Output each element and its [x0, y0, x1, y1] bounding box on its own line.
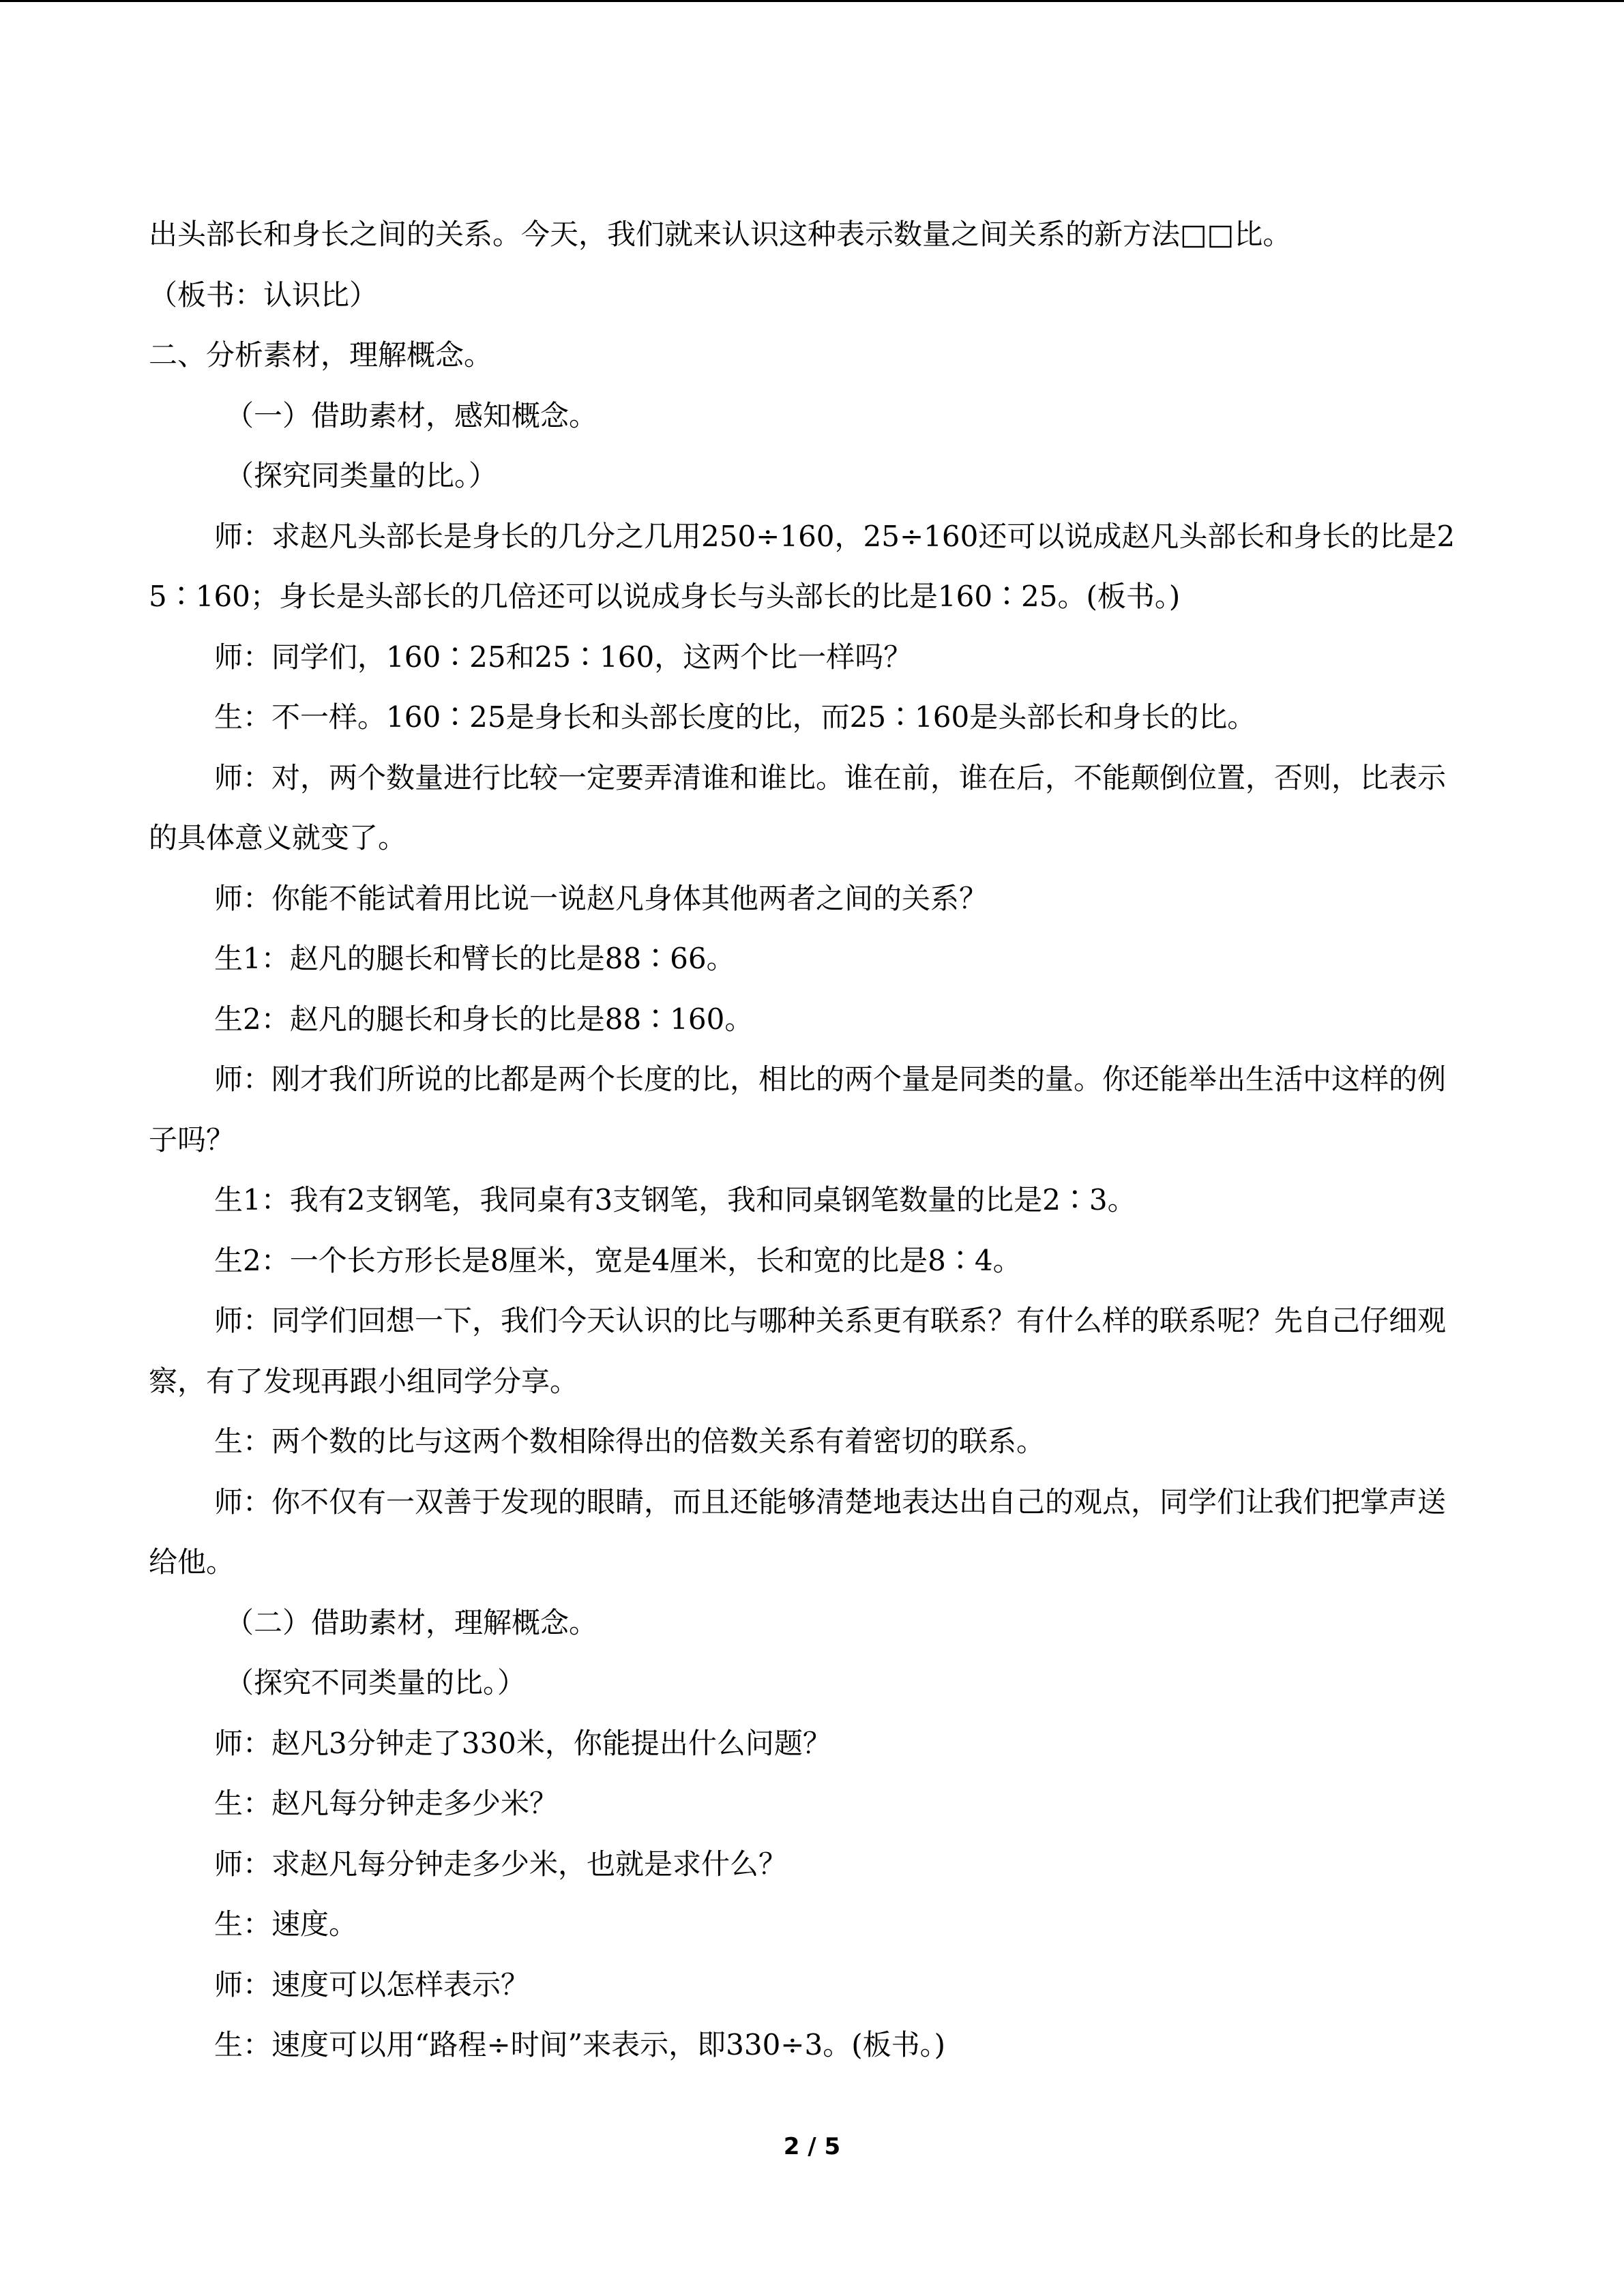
subsection-note-same-kind: （探究同类量的比。）: [225, 459, 498, 492]
dialogue-line: 生：两个数的比与这两个数相除得出的倍数关系有着密切的联系。: [214, 1425, 1046, 1458]
dialogue-line: 师：求赵凡每分钟走多少米，也就是求什么？: [214, 1847, 788, 1881]
dialogue-line: 师：求赵凡头部长是身长的几分之几用250÷160，25÷160还可以说成赵凡头部长和身长的比是25∶160；身长是头部长的几倍还可以说成身长与头部长的比是160∶25。(板书。): [149, 519, 1456, 613]
dialogue-line: 生2：一个长方形长是8厘米，宽是4厘米，长和宽的比是8∶4。: [214, 1243, 1022, 1277]
dialogue-line: 生2：赵凡的腿长和身长的比是88∶160。: [214, 1002, 754, 1036]
dialogue-line: 生1：赵凡的腿长和臂长的比是88∶66。: [214, 942, 735, 975]
dialogue-line: 师：你不仅有一双善于发现的眼睛，而且还能够清楚地表达出自己的观点，同学们让我们把掌声送给他。: [149, 1485, 1447, 1579]
subsection-heading-perceive: （一）借助素材，感知概念。: [225, 398, 598, 432]
dialogue-line: 师：你能不能试着用比说一说赵凡身体其他两者之间的关系？: [214, 881, 988, 915]
dialogue-line: 生1：我有2支钢笔，我同桌有3支钢笔，我和同桌钢笔数量的比是2∶3。: [214, 1183, 1136, 1217]
page-number: 2 / 5: [783, 2133, 841, 2160]
paragraph-board-note: （板书：认识比）: [149, 278, 379, 312]
dialogue-line: 生：速度。: [214, 1907, 358, 1941]
dialogue-line: 师：速度可以怎样表示？: [214, 1967, 530, 2001]
paragraph-continuation: 出头部长和身长之间的关系。今天，我们就来认识这种表示数量之间关系的新方法□□比。: [149, 218, 1292, 251]
dialogue-line: 师：刚才我们所说的比都是两个长度的比，相比的两个量是同类的量。你还能举出生活中这样的例子吗？: [149, 1062, 1447, 1157]
dialogue-line: 师：同学们回想一下，我们今天认识的比与哪种关系更有联系？有什么样的联系呢？先自己仔细观察，有了发现再跟小组同学分享。: [149, 1304, 1447, 1398]
dialogue-line: 师：同学们，160∶25和25∶160，这两个比一样吗？: [214, 640, 913, 674]
dialogue-line: 师：对，两个数量进行比较一定要弄清谁和谁比。谁在前，谁在后，不能颠倒位置，否则，比表示的具体意义就变了。: [149, 760, 1447, 854]
section-heading-analyze: 二、分析素材，理解概念。: [149, 338, 493, 372]
dialogue-line: 生：赵凡每分钟走多少米？: [214, 1787, 559, 1820]
subsection-note-different-kind: （探究不同类量的比。）: [225, 1666, 527, 1699]
top-border-rule: [0, 0, 1624, 2]
dialogue-line: 师：赵凡3分钟走了330米，你能提出什么问题？: [214, 1726, 831, 1760]
dialogue-line: 生：不一样。160∶25是身长和头部长度的比，而25∶160是头部长和身长的比。: [214, 700, 1256, 734]
dialogue-line: 生：速度可以用“路程÷时间”来表示，即330÷3。(板书。): [214, 2028, 945, 2061]
document-body: [149, 205, 1461, 2076]
subsection-heading-understand: （二）借助素材，理解概念。: [225, 1605, 598, 1639]
